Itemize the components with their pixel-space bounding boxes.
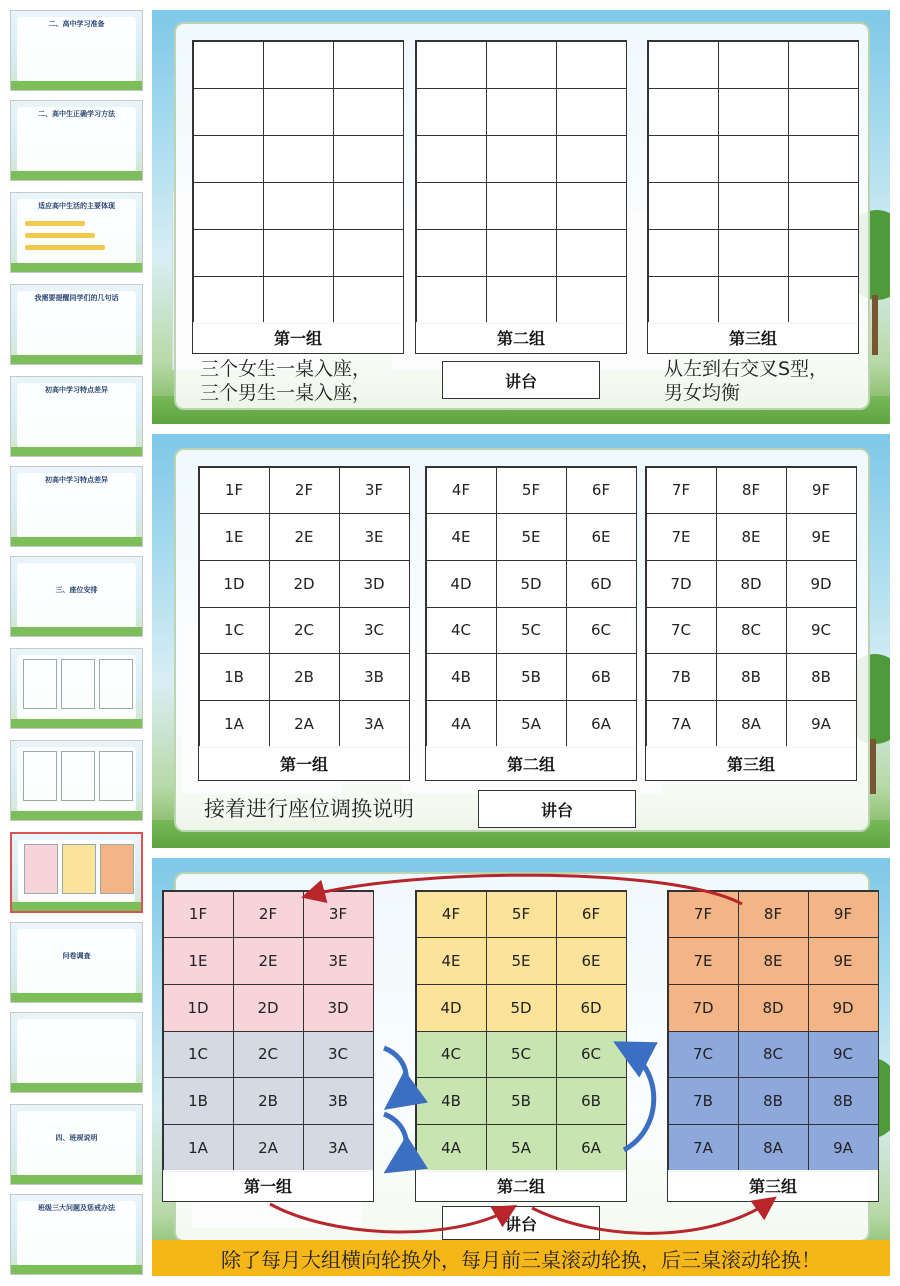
- thumbnail-seat-block: [61, 659, 95, 709]
- seat-cell[interactable]: 5C: [496, 607, 567, 655]
- seat-cell[interactable]: 7B: [646, 653, 717, 701]
- seat-cell[interactable]: 6E: [566, 513, 637, 561]
- seat-cell[interactable]: 2B: [233, 1077, 304, 1125]
- seat-cell[interactable]: 2E: [233, 937, 304, 985]
- seat-cell[interactable]: 8A: [716, 700, 787, 748]
- seat-cell[interactable]: [556, 135, 627, 183]
- seat-cell[interactable]: 6A: [556, 1124, 627, 1172]
- seat-cell[interactable]: [193, 276, 264, 324]
- thumbnail-highlight-bar: [25, 233, 95, 238]
- seat-grid: [415, 890, 627, 1172]
- seat-cell[interactable]: [648, 229, 719, 277]
- seat-cell[interactable]: 7D: [646, 560, 717, 608]
- group-label: 第三组: [647, 322, 859, 354]
- note-right-line2: 男女均衡: [664, 382, 741, 404]
- seat-cell[interactable]: 7A: [668, 1124, 739, 1172]
- seat-cell[interactable]: [263, 182, 334, 230]
- seat-cell[interactable]: 8A: [738, 1124, 809, 1172]
- seat-cell[interactable]: [416, 276, 487, 324]
- seat-grid: [162, 890, 374, 1172]
- seat-cell[interactable]: [486, 229, 557, 277]
- seat-cell[interactable]: 2A: [269, 700, 340, 748]
- seat-cell[interactable]: 3C: [303, 1031, 374, 1079]
- slide-seating-empty[interactable]: [152, 10, 890, 424]
- seat-cell[interactable]: [718, 41, 789, 89]
- thumbnail-title: 初高中学习特点差异: [45, 386, 108, 394]
- seat-cell[interactable]: 9A: [808, 1124, 879, 1172]
- thumbnail-card: [17, 929, 136, 994]
- seat-cell[interactable]: 4A: [416, 1124, 487, 1172]
- seat-cell[interactable]: 9E: [786, 513, 857, 561]
- rotation-rule-banner: 除了每月大组横向轮换外，每月前三桌滚动轮换，后三桌滚动轮换！: [152, 1240, 890, 1276]
- seat-grid: [667, 890, 879, 1172]
- seat-cell[interactable]: [648, 276, 719, 324]
- seat-cell[interactable]: 5F: [486, 891, 557, 939]
- thumbnail-seat-block: [61, 751, 95, 801]
- seat-cell[interactable]: 1A: [163, 1124, 234, 1172]
- seat-cell[interactable]: 5B: [486, 1077, 557, 1125]
- seat-cell[interactable]: 1B: [163, 1077, 234, 1125]
- seat-cell[interactable]: [788, 41, 859, 89]
- group-label: 第一组: [162, 1170, 374, 1202]
- note-right-line1: 从左到右交叉S型，: [664, 358, 829, 380]
- seat-cell[interactable]: [718, 88, 789, 136]
- seat-cell[interactable]: [556, 229, 627, 277]
- seat-cell[interactable]: [263, 88, 334, 136]
- seat-grid: [645, 466, 857, 748]
- seat-cell[interactable]: [486, 276, 557, 324]
- seat-cell[interactable]: [416, 88, 487, 136]
- seat-cell[interactable]: 6B: [566, 653, 637, 701]
- seat-cell[interactable]: 8F: [716, 467, 787, 515]
- seat-cell[interactable]: [416, 229, 487, 277]
- seat-cell[interactable]: 8D: [716, 560, 787, 608]
- seat-cell[interactable]: 5E: [496, 513, 567, 561]
- slide-thumbnail-9[interactable]: [10, 740, 143, 821]
- thumbnail-grass: [11, 993, 142, 1002]
- seat-grid: [198, 466, 410, 748]
- podium-box: 讲台: [478, 790, 636, 828]
- seat-cell[interactable]: [333, 276, 404, 324]
- seat-cell[interactable]: 2D: [269, 560, 340, 608]
- thumbnail-grass: [11, 81, 142, 90]
- seat-cell[interactable]: [333, 135, 404, 183]
- seat-cell[interactable]: 5E: [486, 937, 557, 985]
- seat-cell[interactable]: [648, 41, 719, 89]
- seat-cell[interactable]: [193, 88, 264, 136]
- seat-cell[interactable]: [556, 41, 627, 89]
- slide-thumbnail-14[interactable]: [10, 1194, 143, 1275]
- seat-cell[interactable]: 4D: [426, 560, 497, 608]
- thumbnail-card: [17, 1111, 136, 1176]
- seat-cell[interactable]: [648, 182, 719, 230]
- seat-cell[interactable]: 6C: [556, 1031, 627, 1079]
- seat-cell[interactable]: 3F: [303, 891, 374, 939]
- seat-cell[interactable]: 3D: [339, 560, 410, 608]
- seat-cell[interactable]: [333, 41, 404, 89]
- seat-cell[interactable]: [333, 182, 404, 230]
- seat-cell[interactable]: 1D: [199, 560, 270, 608]
- background-tree-trunk: [872, 295, 878, 355]
- thumbnail-title: 二、高中学习准备: [48, 20, 105, 28]
- seat-cell[interactable]: 5A: [496, 700, 567, 748]
- seat-cell[interactable]: [263, 135, 334, 183]
- seat-cell[interactable]: 4B: [416, 1077, 487, 1125]
- seat-cell[interactable]: [263, 276, 334, 324]
- seat-cell[interactable]: 8C: [716, 607, 787, 655]
- seat-cell[interactable]: [193, 41, 264, 89]
- thumbnail-card: [17, 563, 136, 628]
- seat-cell[interactable]: 6D: [566, 560, 637, 608]
- seat-cell[interactable]: 9E: [808, 937, 879, 985]
- seat-cell[interactable]: 2F: [269, 467, 340, 515]
- seat-cell[interactable]: [718, 229, 789, 277]
- seat-cell[interactable]: 5D: [496, 560, 567, 608]
- seat-cell[interactable]: 9D: [786, 560, 857, 608]
- seat-cell[interactable]: 6A: [566, 700, 637, 748]
- seat-cell[interactable]: [193, 182, 264, 230]
- seat-cell[interactable]: 4F: [426, 467, 497, 515]
- slide-thumbnail-12[interactable]: [10, 1012, 143, 1093]
- seat-cell[interactable]: 7C: [646, 607, 717, 655]
- seat-cell[interactable]: 8C: [738, 1031, 809, 1079]
- seat-cell[interactable]: 8E: [716, 513, 787, 561]
- seat-cell[interactable]: 2B: [269, 653, 340, 701]
- seat-cell[interactable]: 1B: [199, 653, 270, 701]
- seat-cell[interactable]: 4E: [416, 937, 487, 985]
- seat-cell[interactable]: 1E: [199, 513, 270, 561]
- seat-cell[interactable]: 8D: [738, 984, 809, 1032]
- seat-cell[interactable]: 2D: [233, 984, 304, 1032]
- seat-cell[interactable]: 6F: [556, 891, 627, 939]
- seat-cell[interactable]: 7B: [668, 1077, 739, 1125]
- seat-cell[interactable]: 5C: [486, 1031, 557, 1079]
- seat-cell[interactable]: [788, 182, 859, 230]
- seat-cell[interactable]: 1C: [199, 607, 270, 655]
- thumbnail-grass: [11, 811, 142, 820]
- seat-cell[interactable]: 5A: [486, 1124, 557, 1172]
- slide-thumbnail-11[interactable]: [10, 922, 143, 1003]
- thumbnail-title: 问卷调查: [62, 952, 91, 960]
- slide-thumbnail-3[interactable]: [10, 192, 143, 273]
- note-left-line2: 三个男生一桌入座，: [200, 382, 372, 404]
- slide-thumbnail-10[interactable]: [10, 832, 143, 913]
- seat-cell[interactable]: [333, 88, 404, 136]
- seat-cell[interactable]: 6E: [556, 937, 627, 985]
- seat-cell[interactable]: 4E: [426, 513, 497, 561]
- slide-thumbnail-5[interactable]: [10, 376, 143, 457]
- seat-cell[interactable]: 3A: [339, 700, 410, 748]
- seat-cell[interactable]: [333, 229, 404, 277]
- seat-cell[interactable]: 2C: [233, 1031, 304, 1079]
- seat-cell[interactable]: [788, 88, 859, 136]
- seat-grid: [647, 40, 859, 324]
- seat-cell[interactable]: 5B: [496, 653, 567, 701]
- thumbnail-grass: [11, 627, 142, 636]
- thumbnail-grass: [11, 171, 142, 180]
- thumbnail-title: 初高中学习特点差异: [45, 476, 108, 484]
- thumbnail-seat-block: [24, 844, 58, 894]
- slide-thumbnail-8[interactable]: [10, 648, 143, 729]
- seat-grid: [415, 40, 627, 324]
- seat-cell[interactable]: 8B: [808, 1077, 879, 1125]
- seat-cell[interactable]: 8B: [716, 653, 787, 701]
- seat-cell[interactable]: 7D: [668, 984, 739, 1032]
- seat-cell[interactable]: [648, 135, 719, 183]
- thumbnail-seat-block: [23, 659, 57, 709]
- thumbnail-seat-block: [99, 659, 133, 709]
- group-label: 第二组: [415, 322, 627, 354]
- seat-cell[interactable]: [416, 41, 487, 89]
- podium-box: 讲台: [442, 361, 600, 399]
- seat-cell[interactable]: 2E: [269, 513, 340, 561]
- seat-cell[interactable]: 4F: [416, 891, 487, 939]
- thumbnail-card: [17, 1019, 136, 1084]
- seat-cell[interactable]: [556, 182, 627, 230]
- note-seat-swap: 接着进行座位调换说明: [204, 797, 414, 821]
- thumbnail-grass: [11, 1265, 142, 1274]
- seat-cell[interactable]: 7E: [668, 937, 739, 985]
- group-label: 第二组: [415, 1170, 627, 1202]
- seat-cell[interactable]: [486, 41, 557, 89]
- thumbnail-seat-block: [100, 844, 134, 894]
- seat-cell[interactable]: 8F: [738, 891, 809, 939]
- seat-cell[interactable]: 3E: [339, 513, 410, 561]
- seat-cell[interactable]: 9C: [786, 607, 857, 655]
- seat-cell[interactable]: 9D: [808, 984, 879, 1032]
- seat-cell[interactable]: 4B: [426, 653, 497, 701]
- seat-cell[interactable]: 3B: [339, 653, 410, 701]
- seat-cell[interactable]: 8B: [786, 653, 857, 701]
- seat-cell[interactable]: 1A: [199, 700, 270, 748]
- thumbnail-grass: [11, 263, 142, 272]
- slide-seating-labeled[interactable]: [152, 434, 890, 848]
- thumbnail-grass: [11, 447, 142, 456]
- slide-thumbnail-panel: [0, 0, 152, 1286]
- seat-cell[interactable]: 6F: [566, 467, 637, 515]
- seat-cell[interactable]: 1F: [163, 891, 234, 939]
- seat-cell[interactable]: [788, 229, 859, 277]
- seat-cell[interactable]: [788, 276, 859, 324]
- group-label: 第三组: [645, 746, 857, 781]
- seat-cell[interactable]: [193, 135, 264, 183]
- podium-box: 讲台: [442, 1206, 600, 1240]
- slide-thumbnail-4[interactable]: [10, 284, 143, 365]
- seat-cell[interactable]: 8B: [738, 1077, 809, 1125]
- seat-cell[interactable]: 3D: [303, 984, 374, 1032]
- seat-cell[interactable]: 9C: [808, 1031, 879, 1079]
- thumbnail-title: 班级三大问题及惩戒办法: [38, 1204, 115, 1212]
- seat-cell[interactable]: 7E: [646, 513, 717, 561]
- thumbnail-grass: [11, 719, 142, 728]
- background-tree-trunk: [870, 739, 876, 794]
- seat-cell[interactable]: [556, 88, 627, 136]
- thumbnail-seat-block: [99, 751, 133, 801]
- seat-cell[interactable]: 4D: [416, 984, 487, 1032]
- slide-thumbnail-13[interactable]: [10, 1104, 143, 1185]
- seat-cell[interactable]: [193, 229, 264, 277]
- seat-cell[interactable]: 2A: [233, 1124, 304, 1172]
- seat-cell[interactable]: [486, 135, 557, 183]
- thumbnail-grass: [11, 1175, 142, 1184]
- seat-cell[interactable]: 7F: [668, 891, 739, 939]
- seat-cell[interactable]: 6C: [566, 607, 637, 655]
- thumbnail-seat-block: [62, 844, 96, 894]
- slide-thumbnail-6[interactable]: [10, 466, 143, 547]
- seat-cell[interactable]: 3E: [303, 937, 374, 985]
- seat-cell[interactable]: 4A: [426, 700, 497, 748]
- seat-cell[interactable]: 9F: [808, 891, 879, 939]
- slide-thumbnail-1[interactable]: [10, 10, 143, 91]
- seat-cell[interactable]: 7C: [668, 1031, 739, 1079]
- seat-cell[interactable]: [718, 135, 789, 183]
- seat-cell[interactable]: [263, 229, 334, 277]
- seat-cell[interactable]: [718, 182, 789, 230]
- seat-cell[interactable]: 7A: [646, 700, 717, 748]
- seat-cell[interactable]: 1D: [163, 984, 234, 1032]
- group-label: 第一组: [192, 322, 404, 354]
- note-left-line1: 三个女生一桌入座，: [200, 358, 372, 380]
- seat-cell[interactable]: 5D: [486, 984, 557, 1032]
- seat-cell[interactable]: 9A: [786, 700, 857, 748]
- seat-cell[interactable]: 2F: [233, 891, 304, 939]
- thumbnail-title: 四、班规说明: [55, 1134, 98, 1142]
- seat-cell[interactable]: 3F: [339, 467, 410, 515]
- seat-cell[interactable]: 6D: [556, 984, 627, 1032]
- seat-cell[interactable]: 3B: [303, 1077, 374, 1125]
- thumbnail-seat-block: [23, 751, 57, 801]
- seat-cell[interactable]: 3A: [303, 1124, 374, 1172]
- thumbnail-grass: [11, 537, 142, 546]
- group-label: 第一组: [198, 746, 410, 781]
- slide-thumbnail-2[interactable]: [10, 100, 143, 181]
- seat-cell[interactable]: [486, 88, 557, 136]
- slide-thumbnail-7[interactable]: [10, 556, 143, 637]
- seat-cell[interactable]: 8E: [738, 937, 809, 985]
- seat-cell[interactable]: [788, 135, 859, 183]
- seat-cell[interactable]: [416, 182, 487, 230]
- seat-cell[interactable]: [416, 135, 487, 183]
- seat-cell[interactable]: [263, 41, 334, 89]
- group-label: 第三组: [667, 1170, 879, 1202]
- thumbnail-title: 适应高中生活的主要体现: [38, 202, 115, 210]
- seat-cell[interactable]: 2C: [269, 607, 340, 655]
- seat-cell[interactable]: 9F: [786, 467, 857, 515]
- seat-cell[interactable]: 5F: [496, 467, 567, 515]
- seat-grid: [425, 466, 637, 748]
- slide-seating-rotation[interactable]: [152, 858, 890, 1276]
- group-label: 第二组: [425, 746, 637, 781]
- thumbnail-title: 二、高中生正确学习方法: [38, 110, 115, 118]
- seat-grid: [192, 40, 404, 324]
- thumbnail-grass: [11, 1083, 142, 1092]
- seat-cell[interactable]: [556, 276, 627, 324]
- thumbnail-highlight-bar: [25, 245, 105, 250]
- seat-cell[interactable]: [718, 276, 789, 324]
- seat-cell[interactable]: [648, 88, 719, 136]
- thumbnail-grass: [12, 902, 141, 911]
- seat-cell[interactable]: 1C: [163, 1031, 234, 1079]
- thumbnail-title: 三、座位安排: [55, 586, 98, 594]
- seat-cell[interactable]: 6B: [556, 1077, 627, 1125]
- seat-cell[interactable]: 4C: [426, 607, 497, 655]
- seat-cell[interactable]: [486, 182, 557, 230]
- seat-cell[interactable]: 4C: [416, 1031, 487, 1079]
- thumbnail-highlight-bar: [25, 221, 85, 226]
- thumbnail-grass: [11, 355, 142, 364]
- seat-cell[interactable]: 1F: [199, 467, 270, 515]
- seat-cell[interactable]: 3C: [339, 607, 410, 655]
- seat-cell[interactable]: 1E: [163, 937, 234, 985]
- thumbnail-title: 我需要提醒同学们的几句话: [34, 294, 119, 302]
- seat-cell[interactable]: 7F: [646, 467, 717, 515]
